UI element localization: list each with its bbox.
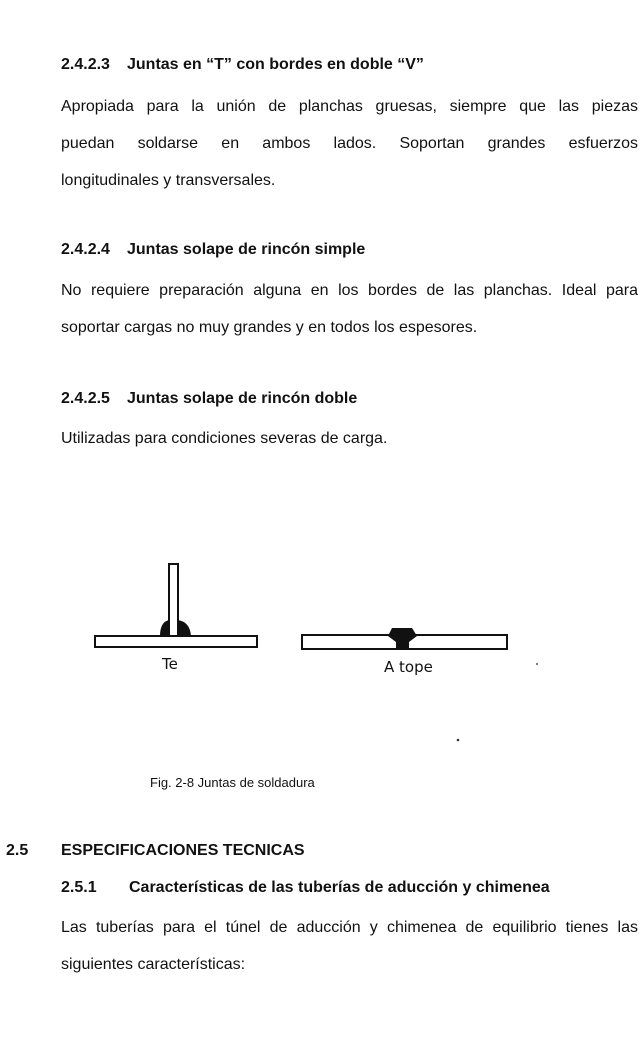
heading-title: Juntas en “T” con bordes en doble “V” [127, 56, 424, 73]
paragraph-line: No requiere preparación alguna en los bordes de las planchas. Ideal para [61, 282, 638, 299]
heading-title: ESPECIFICACIONES TECNICAS [61, 842, 305, 859]
paragraph-line: Las tuberías para el túnel de aducción y chimenea de equilibrio tienes las [61, 919, 638, 936]
figure-caption: Fig. 2-8 Juntas de soldadura [150, 775, 315, 790]
paragraph-line: siguientes características: [61, 956, 246, 973]
paragraph-line: Apropiada para la unión de planchas gruesas, siempre que las piezas [61, 98, 638, 115]
heading-number: 2.4.2.4 [61, 241, 110, 258]
tee-joint-drawing [95, 564, 257, 647]
speck-mark [536, 663, 538, 665]
heading-number: 2.4.2.5 [61, 390, 110, 407]
heading-number: 2.4.2.3 [61, 56, 110, 73]
paragraph-2-5-1 [61, 909, 638, 983]
tee-vertical-plate [169, 564, 178, 636]
paragraph-line: longitudinales y transversales. [61, 172, 276, 189]
heading-number: 2.5 [6, 842, 29, 859]
heading-title: Juntas solape de rincón doble [127, 390, 358, 407]
heading-number: 2.5.1 [61, 879, 97, 896]
tee-base-plate [95, 636, 257, 647]
speck-mark [457, 739, 460, 742]
paragraph-line: soportar cargas no muy grandes y en todos los espesores. [61, 319, 478, 336]
figure-label-tee: Te [162, 655, 178, 673]
heading-2-5 [6, 842, 305, 860]
figure-label-butt: A tope [384, 658, 433, 676]
heading-title: Características de las tuberías de aducción y chimenea [129, 879, 550, 896]
paragraph-line: puedan soldarse en ambos lados. Soportan grandes esfuerzos [61, 135, 638, 152]
tee-weld-right [178, 620, 191, 636]
heading-title: Juntas solape de rincón simple [127, 241, 366, 258]
paragraph-line: Utilizadas para condiciones severas de carga. [61, 430, 388, 447]
heading-2-5-1 [61, 879, 550, 897]
butt-joint-drawing [302, 628, 507, 650]
tee-weld-left [160, 620, 169, 636]
